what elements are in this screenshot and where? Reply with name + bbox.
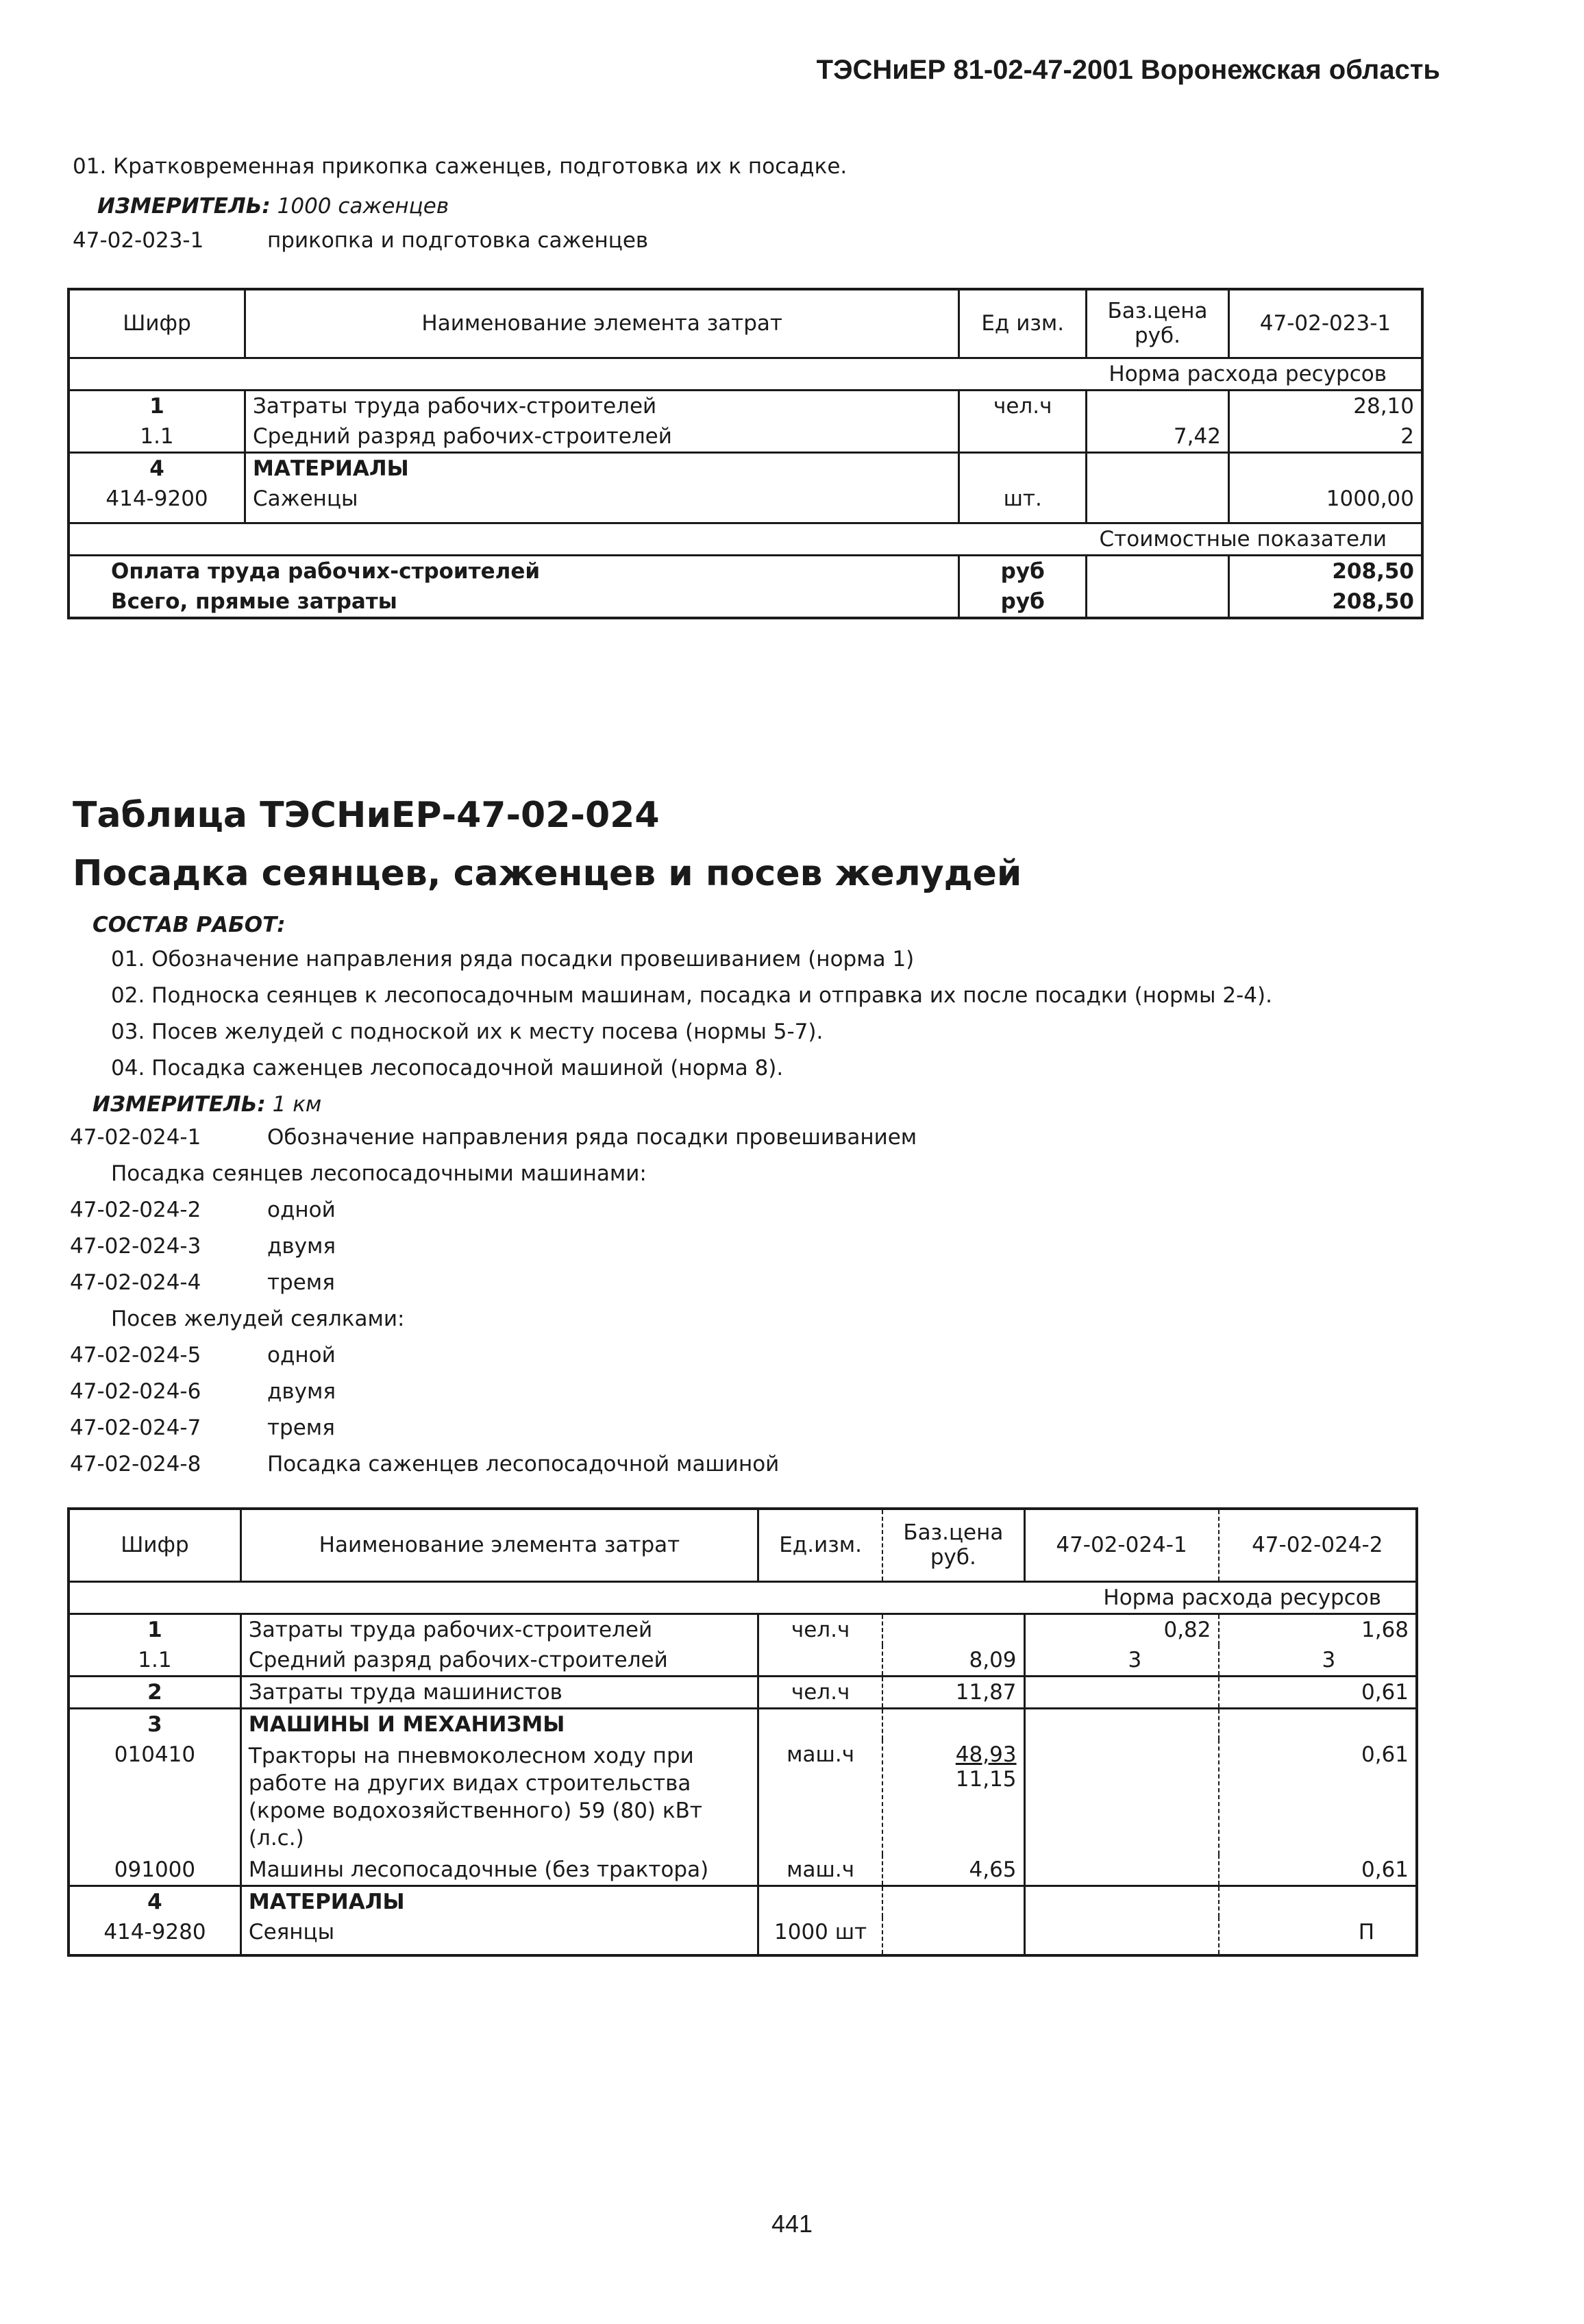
norm-code: 47-02-024-5 xyxy=(70,1343,201,1368)
row-price xyxy=(882,1614,1024,1645)
row-unit: 1000 шт xyxy=(758,1917,882,1955)
cost-title: Стоимостные показатели xyxy=(1099,527,1387,552)
row-price xyxy=(882,1708,1024,1740)
row-price: 11,87 xyxy=(882,1676,1024,1708)
measure-label: ИЗМЕРИТЕЛЬ: xyxy=(92,1092,266,1117)
col-price: Баз.цена руб. xyxy=(882,1509,1024,1581)
row-name: МАТЕРИАЛЫ xyxy=(245,452,959,484)
row-code: 091000 xyxy=(114,1857,196,1882)
norm-code: 47-02-024-8 xyxy=(70,1452,201,1476)
work-item: 02. Подноска сеянцев к лесопосадочным машинам, посадка и отправка их после посадки (нормы 2-4). xyxy=(111,983,1272,1008)
row-name: Средний разряд рабочих-строителей xyxy=(240,1645,758,1677)
table-header xyxy=(69,1509,1417,1581)
table-row xyxy=(69,421,1422,453)
col-norm-1: 47-02-023-1 xyxy=(1228,289,1422,358)
work-item: 04. Посадка саженцев лесопосадочной машиной (норма 8). xyxy=(111,1056,784,1080)
row-value-1: 0,82 xyxy=(1024,1614,1218,1645)
total-value: 208,50 xyxy=(1228,556,1422,587)
norm-code: 47-02-024-2 xyxy=(70,1198,201,1222)
norm-desc: тремя xyxy=(267,1416,335,1440)
row-value-2: 0,61 xyxy=(1219,1855,1418,1886)
row-value-1 xyxy=(1024,1855,1218,1886)
row-unit: маш.ч xyxy=(758,1855,882,1886)
row-value-1: 3 xyxy=(1024,1645,1218,1677)
row-name: Тракторы на пневмоколесном ходу при работе на других видах строительства (кроме водохозяйственного) 59 (80) кВт (л.с.) xyxy=(240,1740,758,1855)
row-value-2: 0,61 xyxy=(1219,1740,1418,1855)
row-name: Сеянцы xyxy=(240,1917,758,1955)
norm-code: 47-02-023-1 xyxy=(73,228,204,253)
row-name: Машины лесопосадочные (без трактора) xyxy=(240,1855,758,1886)
row-code: 4 xyxy=(149,456,164,481)
norm-desc: одной xyxy=(267,1343,336,1368)
col-unit: Ед.изм. xyxy=(758,1509,882,1581)
row-name: Саженцы xyxy=(245,484,959,523)
row-unit: маш.ч xyxy=(758,1740,882,1855)
row-code: 1 xyxy=(147,1617,162,1642)
total-price xyxy=(1087,556,1229,587)
row-price xyxy=(1087,484,1229,523)
row-price xyxy=(1087,452,1229,484)
composition-label: СОСТАВ РАБОТ: xyxy=(92,913,286,937)
row-value: 2 xyxy=(1228,421,1422,453)
measure-label: ИЗМЕРИТЕЛЬ: xyxy=(97,194,271,219)
total-value: 208,50 xyxy=(1228,586,1422,618)
row-value-1 xyxy=(1024,1740,1218,1855)
total-name: Оплата труда рабочих-строителей xyxy=(111,559,541,584)
row-value-1 xyxy=(1024,1708,1218,1740)
row-code: 010410 xyxy=(114,1742,196,1767)
table-row xyxy=(69,1645,1417,1677)
measure-line xyxy=(92,1092,321,1117)
row-unit xyxy=(758,1708,882,1740)
table-row xyxy=(69,1855,1417,1886)
row-name: Затраты труда машинистов xyxy=(240,1676,758,1708)
table-row xyxy=(69,1917,1417,1955)
measure-line xyxy=(97,194,449,219)
row-name: Средний разряд рабочих-строителей xyxy=(245,421,959,453)
table-row xyxy=(69,1708,1417,1740)
col-unit: Ед изм. xyxy=(959,289,1087,358)
table-subtitle: Посадка сеянцев, саженцев и посев желудей xyxy=(73,853,1022,894)
total-row xyxy=(69,556,1422,587)
norm-code: 47-02-024-1 xyxy=(70,1125,201,1150)
cost-title-row xyxy=(69,523,1422,556)
row-name: МАШИНЫ И МЕХАНИЗМЫ xyxy=(240,1708,758,1740)
row-unit: шт. xyxy=(959,484,1087,523)
norm-desc: Обозначение направления ряда посадки провешиванием xyxy=(267,1125,917,1150)
work-item: 03. Посев желудей с подноской их к месту посева (нормы 5-7). xyxy=(111,1019,824,1044)
table-row xyxy=(69,1740,1417,1855)
total-unit: руб xyxy=(959,556,1087,587)
resource-table-1 xyxy=(67,288,1424,619)
row-code: 1 xyxy=(149,393,164,419)
col-name: Наименование элемента затрат xyxy=(245,289,959,358)
row-code: 1.1 xyxy=(138,1647,172,1672)
col-norm-1: 47-02-024-1 xyxy=(1024,1509,1218,1581)
row-unit: чел.ч xyxy=(959,390,1087,421)
row-unit xyxy=(959,452,1087,484)
row-price xyxy=(882,1740,1024,1855)
row-price xyxy=(1087,390,1229,421)
norm-code: 47-02-024-3 xyxy=(70,1234,201,1259)
norm-title-row xyxy=(69,1581,1417,1614)
row-unit: чел.ч xyxy=(758,1676,882,1708)
row-value: 1000,00 xyxy=(1228,484,1422,523)
norm-desc: Посадка саженцев лесопосадочной машиной xyxy=(267,1452,780,1476)
row-value-1 xyxy=(1024,1886,1218,1917)
col-norm-2: 47-02-024-2 xyxy=(1219,1509,1418,1581)
col-price: Баз.цена руб. xyxy=(1087,289,1229,358)
norm-desc: одной xyxy=(267,1198,336,1222)
table-row xyxy=(69,1676,1417,1708)
row-name: МАТЕРИАЛЫ xyxy=(240,1886,758,1917)
table-title: Таблица ТЭСНиЕР-47-02-024 xyxy=(73,795,660,836)
table-row xyxy=(69,452,1422,484)
norm-code-desc: прикопка и подготовка саженцев xyxy=(267,228,649,253)
total-unit: руб xyxy=(959,586,1087,618)
total-row xyxy=(69,586,1422,618)
row-code: 3 xyxy=(147,1711,162,1737)
row-value: 28,10 xyxy=(1228,390,1422,421)
norm-desc: тремя xyxy=(267,1270,335,1295)
row-name: Затраты труда рабочих-строителей xyxy=(245,390,959,421)
page-number: 441 xyxy=(771,2210,813,2238)
norm-title-row xyxy=(69,358,1422,390)
row-value-2 xyxy=(1219,1886,1418,1917)
row-value-2: 3 xyxy=(1219,1645,1418,1677)
table-header xyxy=(69,289,1422,358)
row-price: 8,09 xyxy=(882,1645,1024,1677)
table-row xyxy=(69,390,1422,421)
col-code: Шифр xyxy=(121,1533,189,1558)
total-price xyxy=(1087,586,1229,618)
norm-code: 47-02-024-6 xyxy=(70,1379,201,1404)
row-code: 4 xyxy=(147,1889,162,1914)
norm-desc: двумя xyxy=(267,1234,336,1259)
price-secondary: 11,15 xyxy=(955,1766,1017,1792)
total-name: Всего, прямые затраты xyxy=(111,589,397,614)
norm-desc: двумя xyxy=(267,1379,336,1404)
col-name: Наименование элемента затрат xyxy=(240,1509,758,1581)
table-row xyxy=(69,1614,1417,1645)
row-value-2: 1,68 xyxy=(1219,1614,1418,1645)
norm-code: 47-02-024-4 xyxy=(70,1270,201,1295)
norm-title: Норма расхода ресурсов xyxy=(1103,1585,1381,1610)
row-price: 4,65 xyxy=(882,1855,1024,1886)
price-primary: 48,93 xyxy=(955,1742,1017,1767)
row-unit xyxy=(959,421,1087,453)
row-price xyxy=(882,1917,1024,1955)
running-header: ТЭСНиЕР 81-02-47-2001 Воронежская область xyxy=(816,55,1440,85)
norm-title: Норма расхода ресурсов xyxy=(1109,361,1387,386)
row-value xyxy=(1228,452,1422,484)
row-price xyxy=(882,1886,1024,1917)
row-code: 1.1 xyxy=(140,423,174,449)
row-unit xyxy=(758,1645,882,1677)
row-unit: чел.ч xyxy=(758,1614,882,1645)
row-value-1 xyxy=(1024,1917,1218,1955)
row-value-1 xyxy=(1024,1676,1218,1708)
norm-group: Посев желудей сеялками: xyxy=(111,1307,405,1331)
row-value-2: 0,61 xyxy=(1219,1676,1418,1708)
table-row xyxy=(69,1886,1417,1917)
work-item: 01. Кратковременная прикопка саженцев, подготовка их к посадке. xyxy=(73,154,847,179)
table-row xyxy=(69,484,1422,523)
col-code: Шифр xyxy=(123,311,191,336)
row-code: 414-9280 xyxy=(103,1919,206,1944)
norm-group: Посадка сеянцев лесопосадочными машинами: xyxy=(111,1161,647,1186)
work-item: 01. Обозначение направления ряда посадки провешиванием (норма 1) xyxy=(111,947,915,972)
row-value-2: П xyxy=(1219,1917,1418,1955)
row-unit xyxy=(758,1886,882,1917)
row-code: 414-9200 xyxy=(106,486,208,511)
row-code: 2 xyxy=(147,1679,162,1705)
row-price: 7,42 xyxy=(1087,421,1229,453)
norm-code: 47-02-024-7 xyxy=(70,1416,201,1440)
measure-value: 1 км xyxy=(272,1092,322,1117)
measure-value: 1000 саженцев xyxy=(277,194,449,219)
row-name: Затраты труда рабочих-строителей xyxy=(240,1614,758,1645)
row-value-2 xyxy=(1219,1708,1418,1740)
resource-table-2 xyxy=(67,1507,1418,1957)
